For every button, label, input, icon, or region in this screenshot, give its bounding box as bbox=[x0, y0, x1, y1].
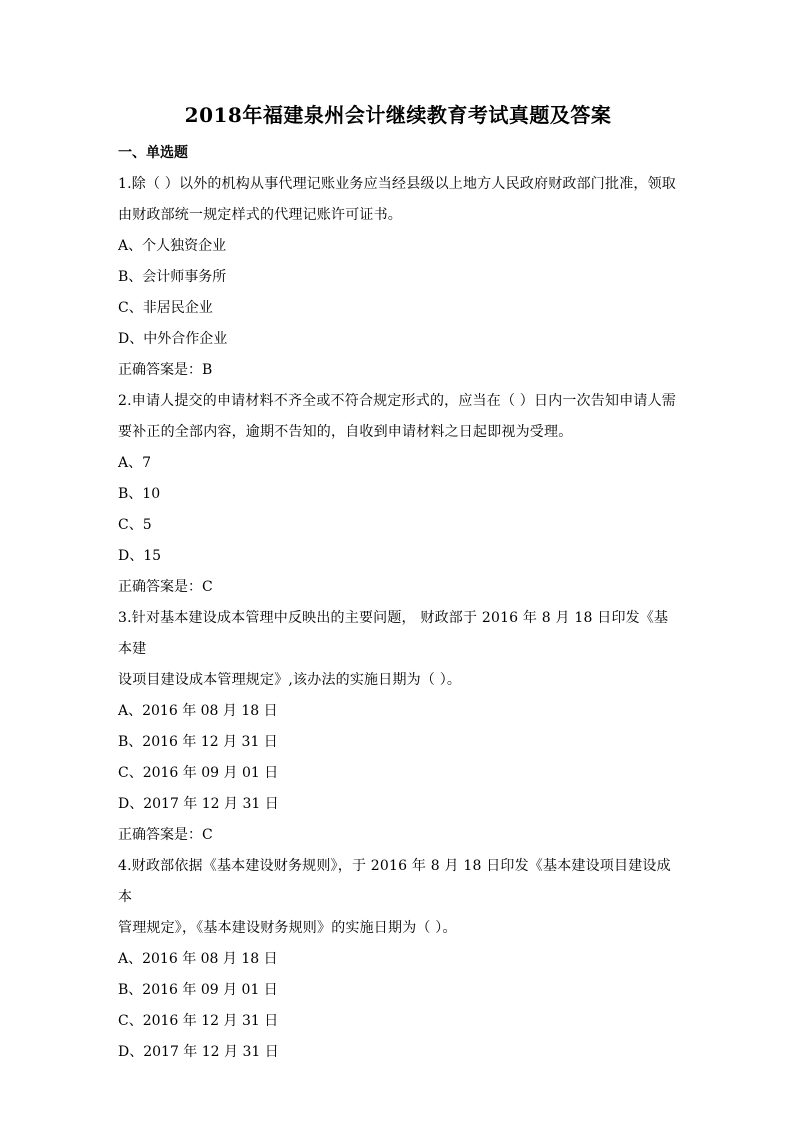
option-c: C、2016 年 12 月 31 日 bbox=[118, 1013, 279, 1029]
option-b: B、2016 年 09 月 01 日 bbox=[118, 982, 278, 998]
option-b: B、会计师事务所 bbox=[118, 269, 227, 285]
option-c: C、非居民企业 bbox=[118, 300, 213, 316]
option-a: A、7 bbox=[118, 455, 152, 471]
option-a: A、个人独资企业 bbox=[118, 238, 227, 254]
option-d: D、15 bbox=[118, 548, 162, 564]
option-c: C、2016 年 09 月 01 日 bbox=[118, 765, 279, 781]
question-block bbox=[118, 851, 678, 1068]
correct-answer: 正确答案是：B bbox=[118, 362, 213, 378]
option-d: D、2017 年 12 月 31 日 bbox=[118, 1044, 279, 1060]
option-b: B、2016 年 12 月 31 日 bbox=[118, 734, 278, 750]
question-text: 要补正的全部内容，逾期不告知的，自收到申请材料之日起即视为受理。 bbox=[118, 424, 573, 440]
question-text: 设项目建设成本管理规定》,该办法的实施日期为（ ）。 bbox=[118, 672, 462, 688]
question-block bbox=[118, 386, 678, 603]
question-block bbox=[118, 603, 678, 851]
option-c: C、5 bbox=[118, 517, 152, 533]
document-title: 2018年福建泉州会计继续教育考试真题及答案 bbox=[184, 103, 612, 127]
question-text: 4.财政部依据《基本建设财务规则》，于 2016 年 8 月 18 日印发《基本建设项目建设成本 bbox=[118, 858, 671, 905]
correct-answer: 正确答案是：C bbox=[118, 579, 213, 595]
option-a: A、2016 年 08 月 18 日 bbox=[118, 951, 278, 967]
question-text: 管理规定》，《基本建设财务规则》的实施日期为（ ）。 bbox=[118, 920, 457, 936]
option-d: D、中外合作企业 bbox=[118, 331, 228, 347]
option-a: A、2016 年 08 月 18 日 bbox=[118, 703, 278, 719]
option-b: B、10 bbox=[118, 486, 161, 502]
option-d: D、2017 年 12 月 31 日 bbox=[118, 796, 279, 812]
question-text: 2.申请人提交的申请材料不齐全或不符合规定形式的，应当在（ ）日内一次告知申请人需 bbox=[118, 393, 677, 409]
correct-answer: 正确答案是：C bbox=[118, 827, 213, 843]
document-page bbox=[118, 100, 678, 1068]
question-text: 3.针对基本建设成本管理中反映出的主要问题， 财政部于 2016 年 8 月 18 日印发《基本建 bbox=[118, 610, 669, 657]
question-text: 1.除（ ）以外的机构从事代理记账业务应当经县级以上地方人民政府财政部门批准，领取 bbox=[118, 176, 677, 192]
section-heading: 一、单选题 bbox=[118, 145, 188, 161]
question-text: 由财政部统一规定样式的代理记账许可证书。 bbox=[118, 207, 402, 223]
question-block bbox=[118, 169, 678, 386]
